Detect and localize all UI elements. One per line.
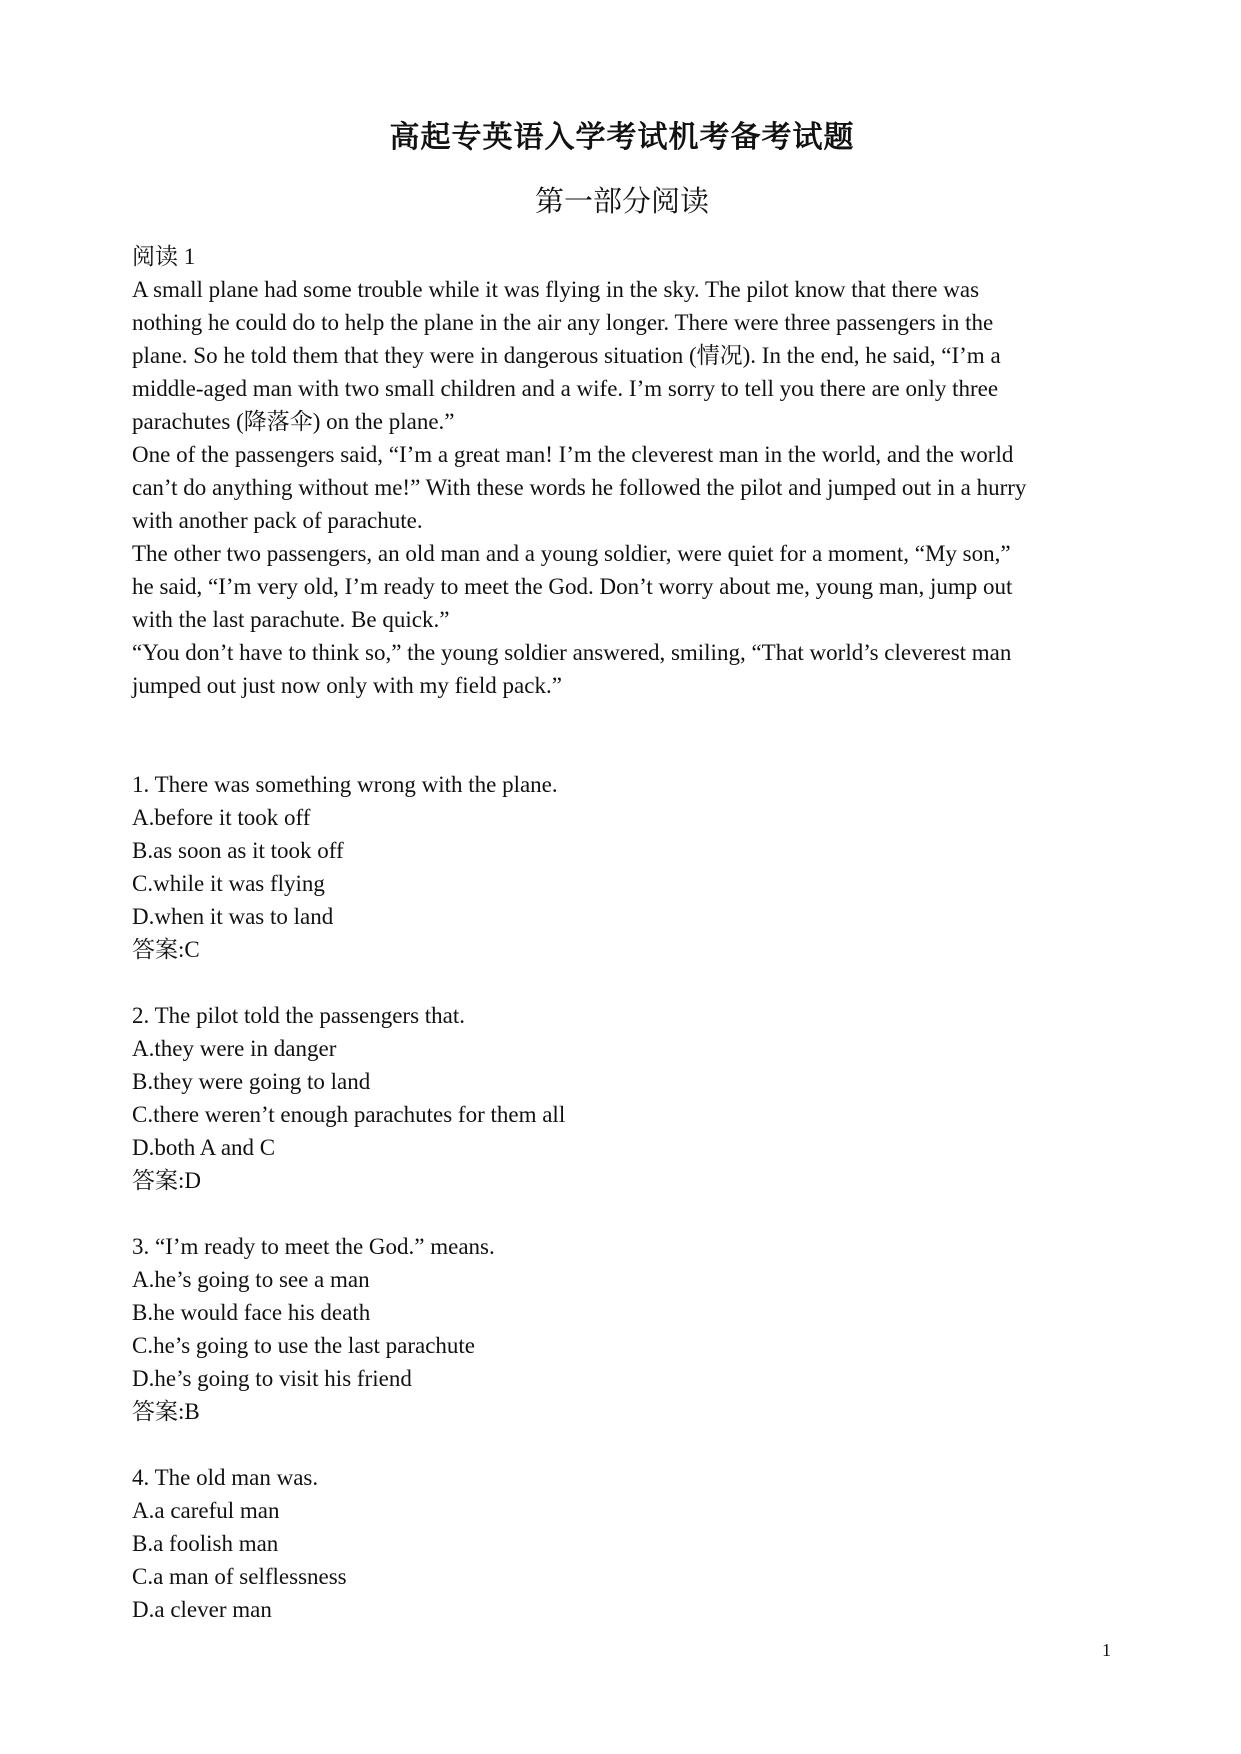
passage-line: A small plane had some trouble while it was flying in the sky. The pilot know that there was (132, 277, 980, 302)
document-page (132, 118, 1112, 1659)
question-1 (132, 768, 1112, 966)
option-b: B.he would face his death (132, 1300, 371, 1325)
option-d: D.he’s going to visit his friend (132, 1366, 412, 1391)
question-2 (132, 999, 1112, 1197)
passage-line: nothing he could do to help the plane in the air any longer. There were three passengers in the (132, 310, 994, 335)
answer: 答案:B (132, 1399, 200, 1424)
passage-line: plane. So he told them that they were in dangerous situation (情况). In the end, he said, “I’m a (132, 343, 1001, 368)
document-title: 高起专英语入学考试机考备考试题 (389, 121, 855, 154)
question-3 (132, 1230, 1112, 1428)
question-stem: 2. The pilot told the passengers that. (132, 1003, 466, 1028)
option-a: A.before it took off (132, 805, 311, 830)
passage-line: with the last parachute. Be quick.” (132, 607, 450, 632)
option-b: B.a foolish man (132, 1531, 279, 1556)
option-a: A.a careful man (132, 1498, 280, 1523)
option-c: C.while it was flying (132, 871, 325, 896)
option-d: D.both A and C (132, 1135, 276, 1160)
passage-line: One of the passengers said, “I’m a great man! I’m the cleverest man in the world, and the world (132, 442, 1014, 467)
passage-line: The other two passengers, an old man and a young soldier, were quiet for a moment, “My son,” (132, 541, 1011, 566)
passage-line: jumped out just now only with my field pack.” (132, 673, 562, 698)
option-c: C.there weren’t enough parachutes for them all (132, 1102, 566, 1127)
question-stem: 1. There was something wrong with the plane. (132, 772, 558, 797)
section-heading: 第一部分阅读 (534, 186, 709, 218)
option-a: A.they were in danger (132, 1036, 337, 1061)
reading-passage (132, 240, 1112, 702)
option-a: A.he’s going to see a man (132, 1267, 370, 1292)
option-b: B.they were going to land (132, 1069, 371, 1094)
passage-line: he said, “I’m very old, I’m ready to meet the God. Don’t worry about me, young man, jump out (132, 574, 1013, 599)
option-c: C.a man of selflessness (132, 1564, 347, 1589)
option-c: C.he’s going to use the last parachute (132, 1333, 476, 1358)
passage-line: middle-aged man with two small children and a wife. I’m sorry to tell you there are only three (132, 376, 999, 401)
passage-line: can’t do anything without me!” With these words he followed the pilot and jumped out in a hurry (132, 475, 1027, 500)
page-number: 1 (1102, 1640, 1111, 1660)
question-stem: 4. The old man was. (132, 1465, 319, 1490)
question-stem: 3. “I’m ready to meet the God.” means. (132, 1234, 495, 1259)
question-4 (132, 1461, 1112, 1626)
option-d: D.a clever man (132, 1597, 272, 1622)
passage-line: parachutes (降落伞) on the plane.” (132, 409, 455, 434)
reading-label: 阅读 1 (132, 244, 196, 269)
option-b: B.as soon as it took off (132, 838, 344, 863)
option-d: D.when it was to land (132, 904, 334, 929)
answer: 答案:D (132, 1168, 201, 1193)
answer: 答案:C (132, 937, 200, 962)
passage-line: “You don’t have to think so,” the young soldier answered, smiling, “That world’s cleverest man (132, 640, 1012, 665)
passage-line: with another pack of parachute. (132, 508, 423, 533)
